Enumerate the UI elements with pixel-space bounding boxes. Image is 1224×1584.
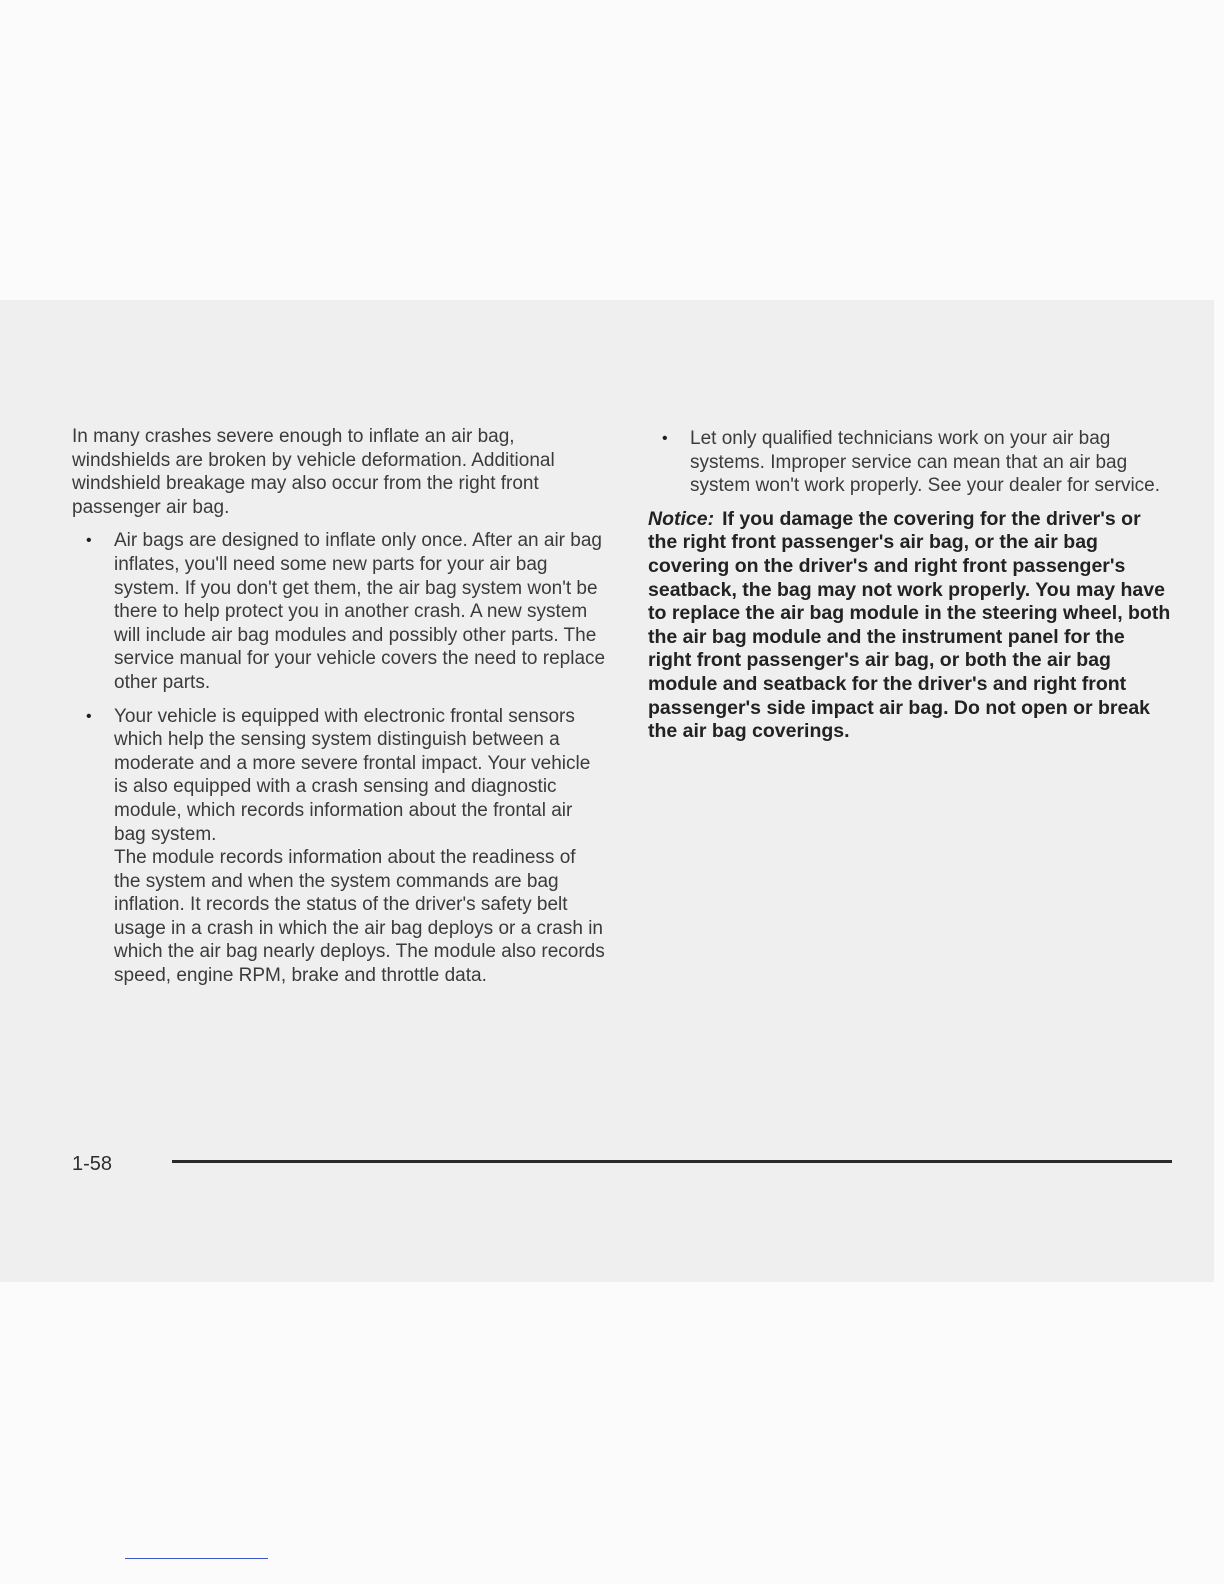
notice-paragraph (648, 508, 1173, 744)
bullet-icon: • (662, 430, 668, 447)
bullet-text: Let only qualified technicians work on your air bag systems. Improper service can mean that an air bag system won't work properly. See your dealer for service. (690, 428, 1161, 497)
right-column (648, 427, 1173, 763)
bullet-text: Air bags are designed to inflate only once. After an air bag inflates, you'll need some new parts for your air bag system. If you don't get them, the air bag system won't be there to help protect you in another crash. A new system will include air bag modules and possibly other parts. The service manual for your vehicle covers the need to replace other parts. (114, 530, 606, 693)
list-item (72, 705, 607, 847)
bullet-text: The module records information about the readiness of the system and when the system commands are bag inflation. It records the status of the driver's safety belt usage in a crash in which the air bag deploys or a crash in which the air bag nearly deploys. The module also records speed, engine RPM, brake and throttle data. (114, 847, 605, 987)
link-underline (125, 1558, 268, 1559)
list-item (72, 529, 607, 694)
right-bullet-list (648, 427, 1173, 498)
left-column (72, 425, 607, 998)
bullet-icon: • (86, 532, 92, 550)
notice-label: Notice: (648, 507, 715, 530)
notice-text: If you damage the covering for the driver's or the right front passenger's air bag, or the air bag covering on the driver's and right front passenger's seatback, the bag may not work properly. You may have to replace the air bag module in the steering wheel, both the air bag module and the instrument panel for the right front passenger's air bag, or both the air bag module and seatback for the driver's and right front passenger's side impact air bag. Do not open or break the air bag coverings. (648, 507, 1171, 743)
intro-paragraph: In many crashes severe enough to inflate an air bag, windshields are broken by vehicle deformation. Additional windshield breakage may also occur from the right front passenger air bag. (72, 426, 555, 518)
bullet-text: Your vehicle is equipped with electronic frontal sensors which help the sensing system distinguish between a moderate and a more severe frontal impact. Your vehicle is also equipped with a crash sensing and diagnostic module, which records information about the frontal air bag system. (114, 705, 591, 845)
footer-rule (172, 1160, 1172, 1163)
list-item-continuation (72, 846, 607, 988)
left-bullet-list (72, 529, 607, 987)
page-number: 1-58 (72, 1153, 113, 1175)
list-item (648, 427, 1173, 498)
bullet-icon: • (86, 707, 92, 725)
